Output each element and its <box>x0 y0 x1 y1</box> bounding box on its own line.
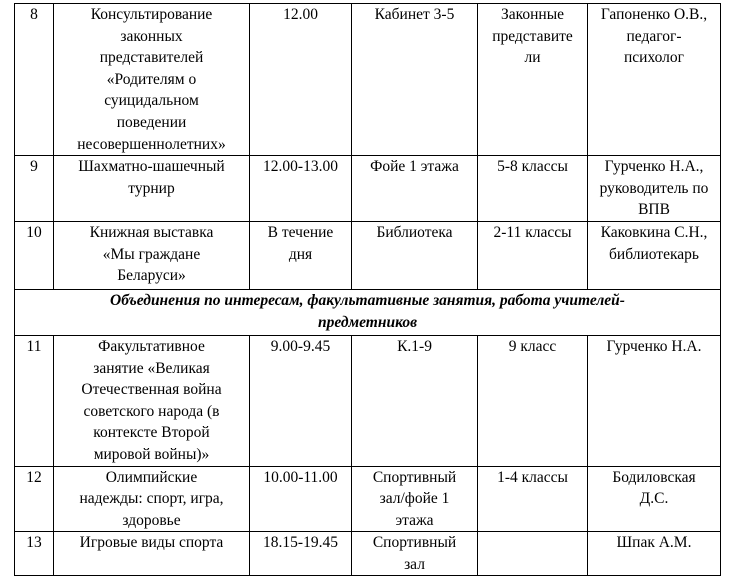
responsible-cell: Гапоненко О.В., педагог- психолог <box>588 4 721 156</box>
responsible-cell: Шпак А.М. <box>588 532 721 576</box>
time-cell: 12.00-13.00 <box>250 156 352 222</box>
responsible-cell: Бодиловская Д.С. <box>588 466 721 532</box>
row-number: 9 <box>15 156 54 222</box>
participants-cell: 2-11 классы <box>478 221 588 289</box>
event-cell: Консультирование законных представителей «Родителям о суицидальном поведении несовершеннолетних» <box>54 4 250 156</box>
responsible-cell: Гурченко Н.А. <box>588 335 721 466</box>
place-cell: Библиотека <box>352 221 478 289</box>
responsible-cell: Гурченко Н.А., руководитель по ВПВ <box>588 156 721 222</box>
event-cell: Шахматно-шашечный турнир <box>54 156 250 222</box>
table-row <box>15 156 721 222</box>
table-row <box>15 4 721 156</box>
participants-cell: 1-4 классы <box>478 466 588 532</box>
time-cell: 12.00 <box>250 4 352 156</box>
row-number: 10 <box>15 221 54 289</box>
participants-cell: 5-8 классы <box>478 156 588 222</box>
table-row <box>15 532 721 576</box>
section-header-row <box>15 289 721 335</box>
row-number: 13 <box>15 532 54 576</box>
place-cell: Спортивный зал/фойе 1 этажа <box>352 466 478 532</box>
row-number: 12 <box>15 466 54 532</box>
place-cell: Кабинет 3-5 <box>352 4 478 156</box>
event-cell: Игровые виды спорта <box>54 532 250 576</box>
time-cell: 10.00-11.00 <box>250 466 352 532</box>
event-cell: Книжная выставка «Мы граждане Беларуси» <box>54 221 250 289</box>
place-cell: К.1-9 <box>352 335 478 466</box>
participants-cell: Законные представите ли <box>478 4 588 156</box>
responsible-cell: Каковкина С.Н., библиотекарь <box>588 221 721 289</box>
time-cell: 18.15-19.45 <box>250 532 352 576</box>
table-row <box>15 335 721 466</box>
schedule-table <box>14 3 721 576</box>
place-cell: Спортивный зал <box>352 532 478 576</box>
participants-cell <box>478 532 588 576</box>
table-row <box>15 466 721 532</box>
participants-cell: 9 класс <box>478 335 588 466</box>
time-cell: В течение дня <box>250 221 352 289</box>
place-cell: Фойе 1 этажа <box>352 156 478 222</box>
event-cell: Олимпийские надежды: спорт, игра, здоровье <box>54 466 250 532</box>
event-cell: Факультативное занятие «Великая Отечественная война советского народа (в контексте Второй мировой войны)» <box>54 335 250 466</box>
row-number: 11 <box>15 335 54 466</box>
section-title: Объединения по интересам, факультативные занятия, работа учителей- предметников <box>15 289 721 335</box>
time-cell: 9.00-9.45 <box>250 335 352 466</box>
row-number: 8 <box>15 4 54 156</box>
table-row <box>15 221 721 289</box>
